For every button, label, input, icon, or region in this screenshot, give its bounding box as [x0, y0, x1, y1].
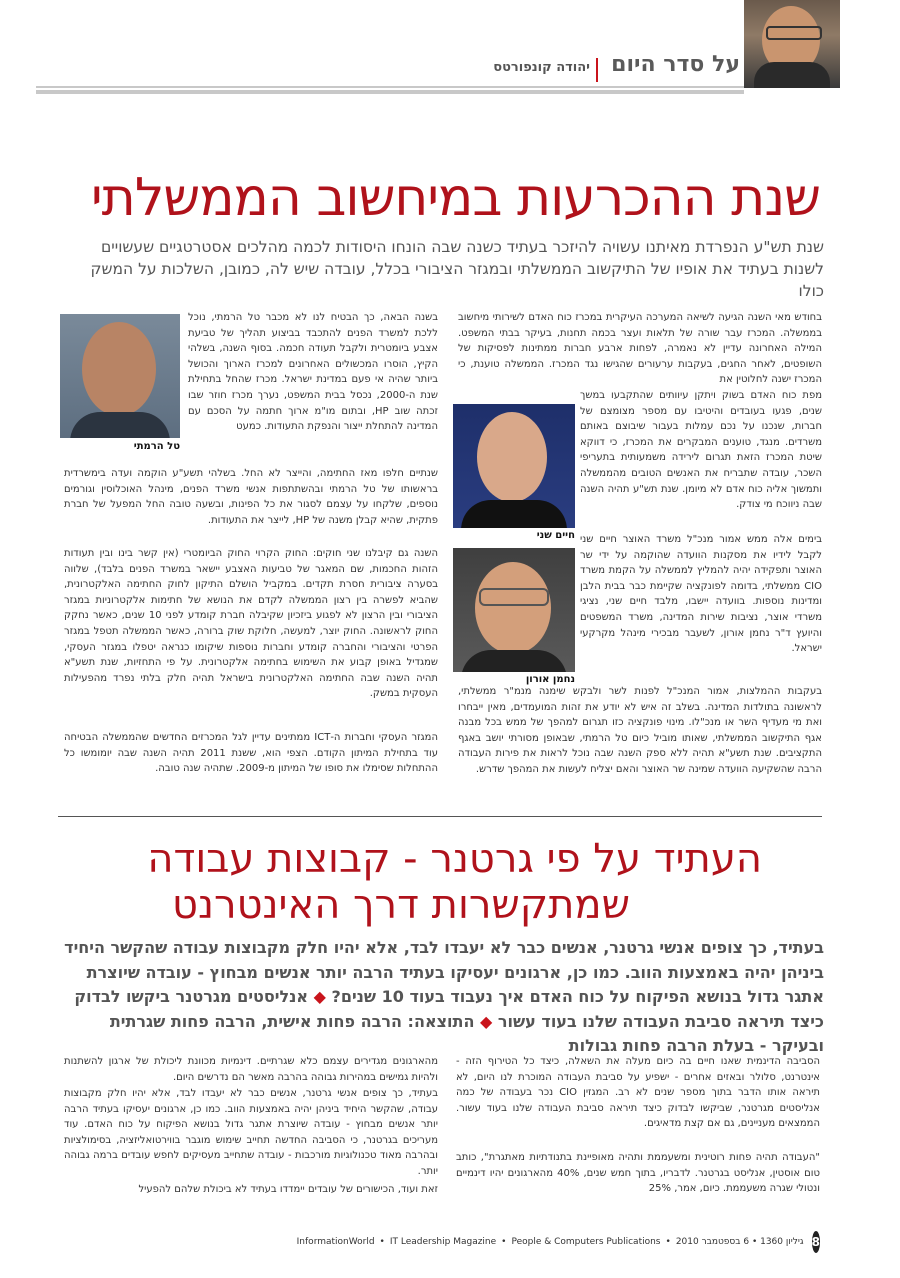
footer-bar	[296, 1230, 820, 1254]
footer-pub3: InformationWorld	[296, 1237, 375, 1247]
article1-lead: שנת תש"ע הנפרדת מאיתנו עשויה להיזכר בעתיד כשנה שבה הונחו היסודות לכמה מהלכים אסטרטגיים שעשויים לשנות בעתיד את אופיו של התיקשוב הממשלתי ובמגזר הציבורי בכלל, עובדה שיש לה, כמובן, השלכות על המשק כולו	[90, 238, 824, 300]
header-top-rule	[36, 86, 744, 88]
a1-right-para1b: מפת כוח האדם בשוק ויתקן עיוותים שהתקבעו במשך שנים, פגעו בעובדים והיטיבו עם מספר מצומצם של חברות, שנכנו על נכם עמלות בעבור שיבוצם באותם משרדים. מנגד, טוענים המבקרים את המכרז, כי דווקא שיטת המכרז הזאת תגרום לירידה משמעותית בתעריפי השכר, עובדה שתבריח את האנשים הטובים מהממשלה ותמשוך אליה כוח אדם לא מיומן. שנת תש"ע תהיה השנה שבה ניווכח מי צודק.	[580, 390, 822, 511]
a1-left-para3: המגזר העסקי וחברות ה-ICT ממתינים עדיין לגל המכרזים החדשים שהממשלה הבטיחה עוד בתחילת המיתון הקודם. הצפי הוא, ששנת 2011 תהיה השנה שבה יומומשו כל ההתחלות שסימלו את סופו של המיתון מ-2009. שתהיה שנה טובה.	[64, 732, 438, 775]
a1-left-para2: השנה גם קיבלנו שני חוקים: החוק הקרוי החוק הביומטרי (אין קשר בינו ובין תעודות הזהות החכמות, שם המאגר של טביעות האצבע יישאר במשרד הפנים בלבד), שלווה בסערה ציבורית חסרת תקדים. במקביל הושלם התיקון לחוק החתימה האלקטרונית, שהביא לפשרה בין רצון הממשלה לקדם את הנושא של חתימות אלקטרוניות במגזר הציבורי ובין הרצון לא לפגוע ביזכיון שקיבלה חברת קומדע לפני 10 שנים, כאשר נחקק החוק לראשונה. החוק יוצר, למעשה, חלוקת שוק ברורה, כאשר הממשלה תטפל במגזר הפרטי והציבורי והחברה קומדע וחברות נוספות שיקומו כנראה יטפלו במגזר העסקי, שמגדיל באופן קבוע את השימוש בחתימה אלקטרונית. על פי התחזיות, שנת תשע"א תהיה השנה שבה החתימה האלקטרונית בישראל תהיה חלק בלתי נפרד מהפעילות העסקית במשק.	[64, 548, 438, 700]
tal-caption: טל הרמתי	[133, 441, 180, 452]
a2-right-para2: "העבודה תהיה פחות רוטינית ומשעממת ותהיה מאופיינת בתנודתיות מאתגרת", כותב טום אוסטין, אנליסט בגרטנר. לדבריו, בתוך חמש שנים, 40% מהארגונים יהיו דינמיים ונטולי שגרה משעממת. כיום, אמר, 25%	[456, 1152, 820, 1195]
header-divider	[596, 58, 598, 82]
section-title: על סדר היום	[611, 52, 740, 77]
article1-headline: שנת ההכרעות במיחשוב הממשלתי	[91, 168, 820, 228]
a2-left-para1: מהארגונים מגדירים עצמם כלא שגרתיים. דינמיות מכוונת ליכולת של ארגון להשתנות ולהיות גמישים במהירות גבוהה בהרבה מאשר הם נדרשים היום.	[64, 1056, 438, 1083]
nachman-photo	[453, 548, 575, 672]
a2-left-para3: זאת ועוד, הכישורים של עובדים יימדדו בעתיד לא ביכולת שלהם להפעיל	[138, 1184, 438, 1195]
lead-bullet-2: ◆	[480, 1011, 493, 1031]
footer-sep-3: •	[665, 1237, 671, 1247]
a1-left-para1: בשנה הבאה, כך הבטיח לנו לא מכבר טל הרמתי, נוכל ללכת למשרד הפנים להתכבד בביצוע תהליך של טביעת אצבע ביומטרית ולקבל תעודה חכמה. בסוף השנה, בשלהי הקיץ, הוסרו המכשולים האחרונים למכרז הארוך והכושל ביותר שהיה אי פעם במדינת ישראל. מכרז שהחל בתחילת שנת ה-2000, נכסל בבית המשפט, נערך מכרז חוזר שבו זכתה שוב HP, ובתום מו"מ ארוך חתמה על הסכם עם המדינה להתחלת ייצור והנפקת התעודות. כמעט	[188, 312, 438, 433]
footer-pub2: IT Leadership Magazine	[389, 1237, 497, 1247]
article2-headline-line2: שמתקשרות דרך האינטרנט	[172, 882, 630, 928]
a1-right-para1: בחודש מאי השנה הגיעה לשיאה המערכה העיקרית במכרז כוח האדם לשירותי מיחשוב בממשלה. המכרז עבר שורה של תלאות ועצר בכמה תחנות, בעיקר בבתי המשפט. המילה האחרונה עדיין לא נאמרה, לפחות ארבע חברות ממתינות לפסיקות של השופטים, לאחר החגים, בעקבות ערעורים שהגישו נגד המכרז. הממשלה טוענת, כי המכרז ישנה לחלוטין את	[458, 312, 822, 386]
haim-caption: חיים שני	[536, 530, 575, 541]
author-name: יהודה קונפורטס	[493, 60, 590, 75]
article2-lead	[64, 936, 824, 1059]
nachman-caption: נחמן אורון	[525, 674, 575, 685]
lead-part1: בעתיד, כך צופים אנשי גרטנר, אנשים כבר לא יעבדו לבד, אלא יהיו חלק מקבוצות עבודה שהקשר היחיד ביניהן יהיה באמצעות הווב. כמו כן, ארגונים יעסיקו בעתיד הרבה יותר אנשים מבחוץ - עובדה שיוצרת אתגר גדול בנושא הפיקוח על כוח האדם איך נעבוד בעוד 10 שנים?	[64, 938, 824, 1006]
a1-right-para2: בימים אלה ממש אמור מנכ"ל משרד האוצר חיים שני לקבל לידיו את מסקנות הוועדה שהוקמה על ידי שר האוצר ותפקידה יהיה להמליץ לממשלה על הקמת משרד CIO ממשלתי, בדומה לפונקציה שקיימת כבר בבית הלבן ומדינות נוספות. בוועדה יישבו, מלבד חיים שני, נציגי משרדי אוצר, נציבות שירות המדינה, משרד המשפטים והיועץ ד"ר נחמן אורון, לשעבר מבכירי מינהל מקרקעי ישראל.	[580, 534, 822, 655]
author-portrait	[744, 0, 840, 88]
article2-headline-line1: העתיד על פי גרטנר - קבוצות עבודה	[147, 836, 762, 882]
lead-part2: אנליסטים מגרטנר ביקשו לבדוק כיצד תיראה סביבת העבודה שלנו בעוד עשור	[74, 987, 824, 1031]
a2-right-para1: הסביבה הדינמית שאנו חיים בה כיום מעלה את השאלה, כיצד כל הטירוף הזה - אינטרנט, סלולר ובאזים אחרים - ישפיע על סביבת העבודה המוכרת לנו היום, לא תיראה אותו הדבר בתוך מספר שנים לא רב. המגזין CIO נכר בעבודה של כמה אנליסטים מגרטנר, שביקשו לבדוק כיצד תיראה סביבת העבודה שלנו בעוד עשור. הממצאים מעניינים, גם אם קצת מדאיגים.	[456, 1056, 820, 1130]
lead-part3: התוצאה: הרבה פחות אישית, הרבה פחות שגרתית ובעיקר - בעלת הרבה פחות גבולות	[109, 1011, 824, 1055]
footer-sep-1: •	[379, 1237, 385, 1247]
a2-left-para2: בעתיד, כך צופים אנשי גרטנר, אנשים כבר לא יעבדו לבד, אלא יהיו חלק מקבוצות עבודה, שהקשר היחיד ביניהן יהיה באמצעות הווב. כמו כן, ארגונים יעסיקו בעתיד הרבה יותר אנשים מבחוץ - עובדה שיוצרת אתגר גדול בנושא הפיקוח על כוח האדם. עוד מעריכים בגרטנר, כי הסביבה החדשה תחייב שימוש מוגבר בווירטואליזציה, בסימולציות ובהרבה מאוד טכנולוגיות מורכבות - עובדה שתחייב מעסיקים לחפש עובדים ברמה גבוהה יותר.	[64, 1088, 438, 1177]
page-number-badge	[812, 1231, 820, 1253]
page-number: 8	[811, 1235, 820, 1249]
footer-sep-2: •	[501, 1237, 507, 1247]
lead-bullet-1: ◆	[313, 987, 326, 1006]
a1-right-para3: בעקבות ההמלצות, אמור המנכ"ל לפנות לשר ולבקש שימנה מנמ"ר ממשלתי, לראשונה בתולדות המדינה. בשלב זה איש לא יודע את זהות המועמדים, מאין ייבחרו ואת מי מעדיף השר או מנכ"לו. מינוי פונקציה כזו תגרום למהפך של ממש בכל מבנה אגף התיקשוב הממשלתי, שאותו מוביל כיום טל הרמתי, שבאופן מסורתי יושב באגף התקציבים. שנת תשע"א תהיה ללא ספק השנה שבה נוכל לראות את פירות העבודה הרבה שהשקיעה הוועדה שמינה שר האוצר והאם יצליח לעשות את המהפך שדרש.	[458, 686, 822, 775]
article-separator	[58, 816, 822, 817]
haim-photo	[453, 404, 575, 528]
tal-photo	[60, 314, 180, 438]
footer-pub1: People & Computers Publications	[511, 1237, 661, 1247]
a1-left-para1b: שנתיים חלפו מאז החתימה, והייצר לא החל. בשלהי תשע"ע הוקמה ועדה בימשרדית בראשותו של טל הרמתי ובהשתתפות אנשי משרד הפנים, מינהל האוכלוסין וגורמים נוספים, שלקחו על עצמם לסגור את כל הפינות, ובשעה טובה החל המפעל של חברת פתקית, שהיא קבלן משנה של HP, לייצר את התעודות.	[64, 468, 438, 526]
footer-issue: גיליון 1360 • 6 בספטמבר 2010	[675, 1237, 804, 1247]
